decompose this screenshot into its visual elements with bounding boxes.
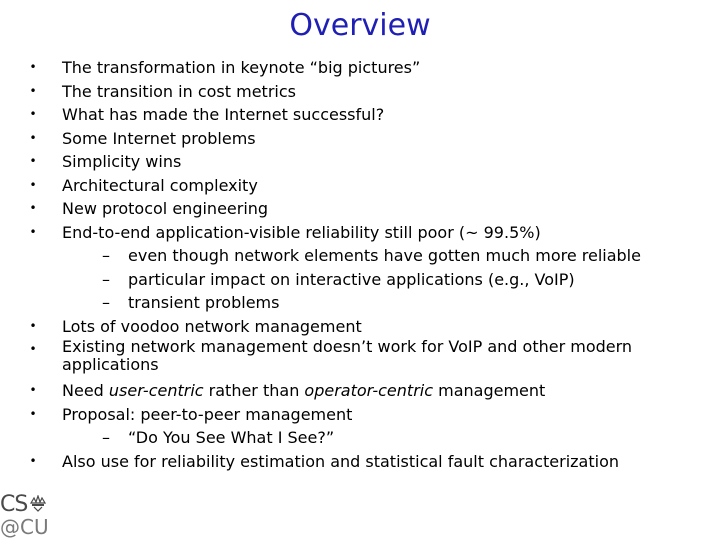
sub-bullet-item: [0, 268, 720, 292]
text-run: rather than: [203, 381, 305, 400]
sub-bullet-text: even though network elements have gotten much more reliable: [128, 246, 641, 265]
bullet-text: The transformation in keynote “big pictures”: [62, 58, 421, 77]
text-run: management: [433, 381, 546, 400]
sub-bullet-item: [0, 291, 720, 315]
bullet-glyph: •: [29, 177, 37, 192]
crown-icon: [30, 495, 46, 513]
bullet-glyph: •: [29, 83, 37, 98]
bullet-text: What has made the Internet successful?: [62, 105, 385, 124]
bullet-list: [0, 56, 720, 473]
bullet-glyph: •: [29, 60, 37, 74]
bullet-item: [0, 103, 720, 127]
bullet-glyph: •: [29, 406, 37, 421]
bullet-text: Some Internet problems: [62, 128, 256, 148]
dash-glyph: –: [102, 293, 110, 312]
bullet-item: [0, 127, 720, 151]
bullet-item: [0, 403, 720, 427]
dash-glyph: –: [102, 428, 110, 447]
cs-cu-logo: [0, 494, 48, 540]
bullet-item: [0, 450, 720, 474]
bullet-text: Also use for reliability estimation and statistical fault characterization: [62, 451, 620, 471]
bullet-glyph: •: [29, 224, 37, 239]
bullet-item: [0, 379, 720, 403]
bullet-text: New protocol engineering: [62, 199, 269, 218]
slide-title: Overview: [289, 8, 431, 43]
bullet-glyph: •: [29, 453, 37, 468]
logo-cu-text: @CU: [0, 515, 49, 539]
bullet-glyph: •: [29, 107, 37, 121]
dash-glyph: –: [102, 246, 110, 265]
bullet-text: Existing network management doesn’t work for VoIP and other modern applications: [62, 337, 633, 374]
bullet-item: [0, 80, 720, 104]
text-run: Need: [62, 381, 109, 400]
bullet-item: [0, 338, 720, 379]
bullet-text: Proposal: peer-to-peer management: [62, 404, 353, 424]
bullet-item: [0, 174, 720, 198]
bullet-text: End-to-end application-visible reliability still poor (~ 99.5%): [62, 222, 541, 242]
bullet-item: [0, 197, 720, 221]
emphasis-operator-centric: operator-centric: [304, 381, 434, 400]
bullet-text: The transition in cost metrics: [62, 81, 296, 101]
dash-glyph: –: [102, 269, 110, 289]
logo-cs-text: CS: [0, 492, 28, 517]
emphasis-user-centric: user-centric: [108, 381, 204, 400]
bullet-item: [0, 221, 720, 245]
bullet-glyph: •: [29, 201, 37, 215]
bullet-glyph: •: [29, 154, 37, 168]
bullet-item: [0, 150, 720, 174]
bullet-glyph: •: [29, 383, 37, 397]
sub-bullet-item: [0, 426, 720, 450]
bullet-text: Simplicity wins: [62, 152, 182, 171]
bullet-text: Lots of voodoo network management: [62, 316, 362, 336]
bullet-item: [0, 56, 720, 80]
sub-bullet-text: “Do You See What I See?”: [128, 428, 335, 447]
bullet-glyph: •: [29, 318, 37, 333]
bullet-text: Architectural complexity: [62, 175, 258, 195]
bullet-item: [0, 315, 720, 339]
sub-bullet-text: particular impact on interactive applications (e.g., VoIP): [128, 269, 575, 289]
bullet-glyph: •: [29, 130, 37, 145]
bullet-glyph: •: [29, 342, 37, 356]
bullet-text: [62, 379, 720, 403]
sub-bullet-text: transient problems: [128, 293, 280, 312]
sub-bullet-item: [0, 244, 720, 268]
